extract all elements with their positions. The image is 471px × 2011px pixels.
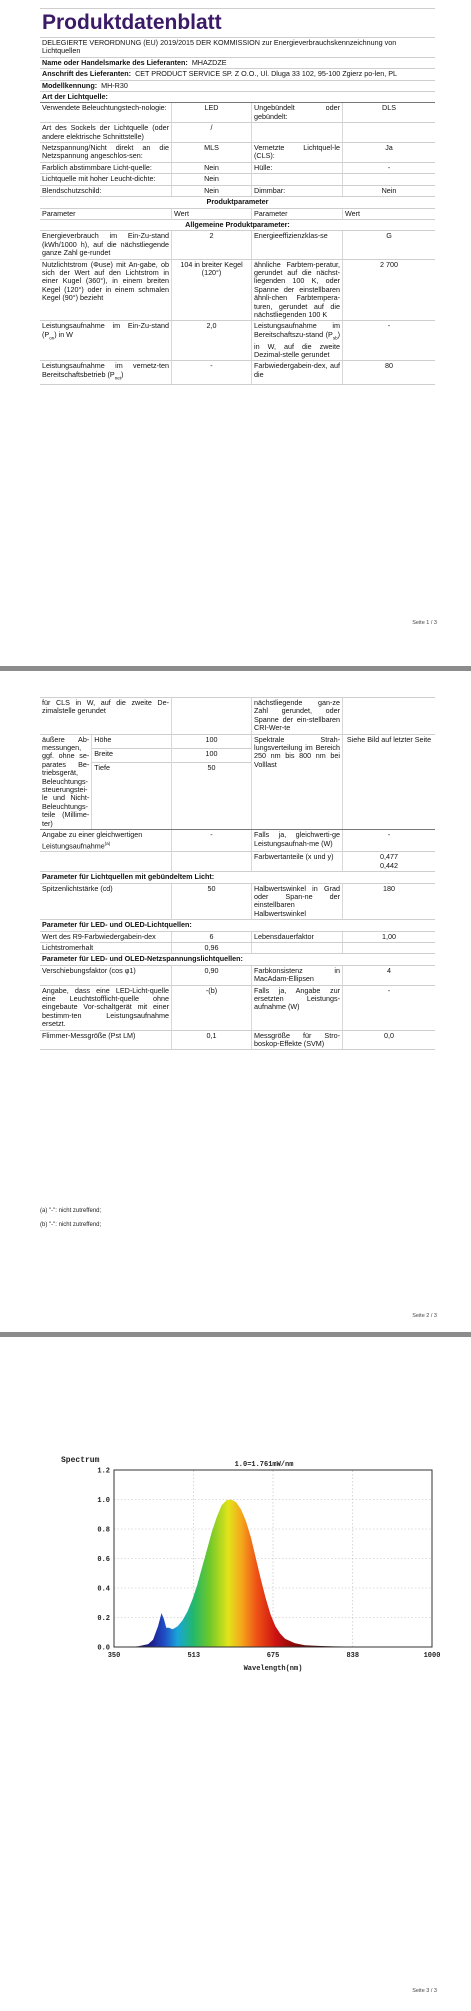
trademark-value: MHAZDZE <box>191 57 227 67</box>
product-params-heading-row <box>40 197 435 208</box>
equiv-row <box>40 830 435 852</box>
trademark-label: Name oder Handelsmarke des Lieferanten: <box>42 57 188 67</box>
address-row <box>40 69 435 80</box>
directional-heading: Parameter für Lichtquellen mit gebündeltem Licht: <box>42 872 215 882</box>
y-tick-label: 0.2 <box>97 1615 110 1623</box>
led-row-row <box>40 932 435 943</box>
chroma-row <box>40 852 435 872</box>
dimensions-row <box>40 735 435 830</box>
mains-heading-row <box>40 954 435 965</box>
dimension-value: 50 <box>207 762 216 772</box>
general-params-heading: Allgemeine Produktparameter: <box>185 219 290 229</box>
light-row-label: Lichtquelle mit hoher Leucht-dichte: <box>40 174 172 184</box>
chroma-y: 0,442 <box>380 860 398 870</box>
light-row-row <box>40 163 435 174</box>
general-row-label: Energieverbrauch im Ein-Zu-stand (kWh/1000 h), auf die nächstliegende ganze Zahl ge-rundet <box>40 231 172 258</box>
general-row-value: 2 <box>172 231 252 258</box>
mains-row-label-2: Farbkonsistenz in MacAdam-Ellipsen <box>252 966 343 985</box>
x-axis-label: Wavelength(nm) <box>243 1665 303 1673</box>
y-tick-label: 1.2 <box>97 1467 110 1476</box>
light-row-value-2: Nein <box>381 185 397 195</box>
regulation-text: DELEGIERTE VERORDNUNG (EU) 2019/2015 DER KOMMISSION zur Energieverbrauchskennzeichnung von Lichtquellen <box>42 38 397 56</box>
light-row-label: Blendschutzschild: <box>40 186 172 196</box>
dimension-keys <box>91 735 171 829</box>
model-value: MH-R30 <box>101 80 128 90</box>
model-label: Modellkennung: <box>42 80 98 90</box>
light-row-label: Netzspannung/Nicht direkt an die Netzspannung angeschlos-sen: <box>40 143 172 162</box>
power-on-row <box>40 321 435 361</box>
dimensions-cell <box>40 735 172 829</box>
x-tick-label: 513 <box>187 1652 201 1660</box>
cri-value: 80 <box>385 361 393 371</box>
header-param-2: Parameter <box>252 209 343 219</box>
continued-empty-2 <box>343 698 435 734</box>
y-tick-label: 0.8 <box>97 1526 110 1535</box>
chroma-x: 0,477 <box>380 852 398 862</box>
dimension-key: Breite <box>92 749 171 763</box>
light-row-value: Nein <box>172 163 252 173</box>
dimension-values <box>172 735 252 829</box>
x-tick-label: 838 <box>346 1652 360 1660</box>
general-params-heading-row <box>40 220 435 231</box>
power-net-value: - <box>172 361 252 383</box>
mains-row-value: 0,90 <box>172 966 252 985</box>
light-row-value: LED <box>172 103 252 122</box>
dimension-key: Tiefe <box>94 762 110 772</box>
light-row-value-2 <box>343 174 435 184</box>
datasheet-table-2 <box>40 697 435 1050</box>
directional-row <box>40 884 435 921</box>
light-row-row <box>40 174 435 185</box>
light-row-label-2: Vernetzte Lichtquel-le (CLS): <box>252 143 343 162</box>
header-param-1: Parameter <box>40 209 172 219</box>
light-row-value-2: DLS <box>382 103 396 113</box>
mains-row-value-2: 0,0 <box>384 1030 394 1040</box>
led-row-label-2: Lebensdauerfaktor <box>252 932 343 942</box>
x-tick-label: 1000 <box>423 1652 441 1660</box>
spectrum-chart <box>58 1452 441 1674</box>
light-type-heading: Art der Lichtquelle: <box>42 92 108 102</box>
dimensions-label: äußere Ab-messungen, ggf. ohne se-parates Be-triebsgerät, Beleuchtungs-steuerungstei-le und Nicht-Beleuchtungs-teile (Millime-ter) <box>42 734 90 828</box>
light-row-value-2 <box>343 123 435 142</box>
x-axis-ticks <box>108 1652 441 1660</box>
led-row-row <box>40 943 435 954</box>
continued-empty-1 <box>172 698 252 734</box>
mains-row-value: 0,1 <box>172 1031 252 1050</box>
page-number-2: Seite 2 / 3 <box>412 1313 437 1319</box>
page-1 <box>0 0 471 668</box>
cri-label: Farbwiedergabein-dex, auf die <box>252 361 343 383</box>
led-row-value-2 <box>343 943 435 953</box>
general-row-value-2: G <box>386 231 392 241</box>
light-row-label: Verwendete Beleuchtungstech-nologie: <box>40 103 172 122</box>
general-row-label-2: Energieeffizienzklas-se <box>252 231 343 258</box>
regulation-row <box>40 38 435 58</box>
power-on-value: 2,0 <box>172 321 252 360</box>
model-row <box>40 81 435 92</box>
general-row-value: 104 in breiter Kegel (120°) <box>172 260 252 321</box>
mains-row-label: Flimmer-Messgröße (Pst LM) <box>40 1031 172 1050</box>
dimension-value: 100 <box>172 749 251 763</box>
y-tick-label: 0.4 <box>97 1585 110 1594</box>
general-row-row <box>40 260 435 322</box>
general-row-label-2: ähnliche Farbtem-peratur, gerundet auf die nächst-liegenden 100 K, oder Spanne der einstellbaren ähnli-chen Farbtempera-turen, gerundet auf die nächstliegenden 100 K <box>252 260 343 321</box>
mains-row-row <box>40 1031 435 1051</box>
light-row-value: MLS <box>172 143 252 162</box>
light-row-row <box>40 123 435 143</box>
general-row-row <box>40 231 435 259</box>
continued-left: für CLS in W, auf die zweite De-zimalstelle gerundet <box>40 698 172 734</box>
led-row-label-2 <box>252 943 343 953</box>
light-row-value: Nein <box>172 174 252 184</box>
mains-row-value: -(b) <box>172 986 252 1030</box>
equiv-value: - <box>172 830 252 851</box>
beam-angle-value: 180 <box>383 883 395 893</box>
light-row-row <box>40 103 435 123</box>
light-row-value: Nein <box>172 186 252 196</box>
mains-row-label: Angabe, dass eine LED-Licht-quelle eine Leuchtstofflicht-quelle ohne eingebaute Vor-schaltgerät mit einer bestimm-ten Leistungsaufnahme ersetzt. <box>40 986 172 1030</box>
equiv-label: Angabe zu einer gleichwertigen Leistungsaufnahme$^{(a)}$ <box>40 830 172 851</box>
mains-row-value-2: - <box>387 985 391 995</box>
column-header-row <box>40 209 435 220</box>
page-2 <box>0 671 471 1336</box>
power-standby-label: Leistungsaufnahme im Bereitschaftszu-stand $(P_{sb})$ in W, auf die zweite Dezimal-stelle gerundet <box>252 321 343 360</box>
mains-row-label-2: Falls ja, Angabe zur ersetzten Leistungs-aufnahme (W) <box>252 986 343 1030</box>
led-heading: Parameter für LED- und OLED-Lichtquellen: <box>42 920 192 930</box>
address-value: CET PRODUCT SERVICE SP. Z O.O., Ul. Dluga 33 102, 95-100 Zgierz po-len, PL <box>135 69 397 79</box>
dimension-key: Höhe <box>92 735 171 749</box>
power-standby-value: - <box>387 321 391 331</box>
mains-row-label-2: Messgröße für Stro-boskop-Effekte (SVM) <box>252 1031 343 1050</box>
power-on-label: Leistungsaufnahme im Ein-Zu-stand $(P_{on})$ in W <box>40 321 172 360</box>
peak-intensity-label: Spitzenlichtstärke (cd) <box>40 884 172 920</box>
light-row-value-2: - <box>387 162 391 172</box>
trademark-row <box>40 58 435 69</box>
light-row-label-2: Ungebündelt oder gebündelt: <box>252 103 343 122</box>
directional-heading-row <box>40 872 435 883</box>
chroma-values <box>343 852 435 871</box>
beam-angle-label: Halbwertswinkel in Grad oder Span-ne der einstellbaren Halbwertswinkel <box>252 884 343 920</box>
header-value-1: Wert <box>172 209 252 219</box>
led-row-label: Wert des R9-Farbwiedergabein-dex <box>40 932 172 942</box>
peak-intensity-value: 50 <box>172 884 252 920</box>
title-row <box>40 9 435 38</box>
light-row-row <box>40 186 435 197</box>
equiv-power-label: Falls ja, gleichwerti-ge Leistungsaufnah-me (W) <box>252 830 343 851</box>
y-axis-ticks <box>97 1468 110 1653</box>
light-row-value-2: Ja <box>385 143 393 153</box>
equiv-power-value: - <box>387 830 391 840</box>
led-row-label: Lichtstromerhalt <box>40 943 172 953</box>
footnote-b: (b) "-": nicht zutreffend; <box>40 1222 102 1228</box>
light-row-label-2: Hülle: <box>252 163 343 173</box>
x-tick-label: 675 <box>266 1652 280 1660</box>
light-row-row <box>40 143 435 163</box>
mains-row-row <box>40 986 435 1031</box>
general-row-value-2: 2 700 <box>380 259 398 269</box>
spectrum-annotation: 1.0=1.761mW/nm <box>234 1461 294 1469</box>
header-value-2: Wert <box>345 208 361 218</box>
y-tick-label: 0.0 <box>97 1644 110 1653</box>
light-row-label-2: Dimmbar: <box>252 186 343 196</box>
spectral-label: Spektrale Strah-lungsverteilung im Bereich 250 nm bis 800 nm bei Volllast <box>252 735 343 829</box>
page-title: Produktdatenblatt <box>42 11 222 34</box>
chroma-empty-1 <box>40 852 172 871</box>
datasheet-table-1 <box>40 8 435 385</box>
light-row-label-2 <box>252 123 343 142</box>
footnote-a: (a) "-": nicht zutreffend; <box>40 1208 102 1214</box>
y-tick-label: 1.0 <box>97 1497 110 1505</box>
dimension-value: 100 <box>172 735 251 749</box>
general-row-label: Nutzlichtstrom (Φuse) mit An-gabe, ob sich der Wert auf den Lichtstrom in einer Kugel (360°), in einem breiten Kegel (120°) oder in einem schmalen Kegel (90°) bezieht <box>40 260 172 321</box>
power-net-label: Leistungsaufnahme im vernetz-ten Bereitschaftsbetrieb $(P_{net})$ <box>40 361 172 383</box>
product-params-heading: Produktparameter <box>206 197 269 207</box>
led-row-value-2: 1,00 <box>382 931 396 941</box>
mains-row-label: Verschiebungsfaktor (cos φ1) <box>40 966 172 985</box>
light-row-label: Farblich abstimmbare Licht-quelle: <box>40 163 172 173</box>
led-row-value: 6 <box>172 932 252 942</box>
mains-row-row <box>40 966 435 986</box>
light-row-label: Art des Sockels der Lichtquelle (oder andere elektrische Schnittstelle) <box>40 123 172 142</box>
address-label: Anschrift des Lieferanten: <box>42 69 132 79</box>
mains-heading: Parameter für LED- und OLED-Netzspannungslichtquellen: <box>42 954 243 964</box>
light-type-heading-row <box>40 92 435 103</box>
x-tick-label: 350 <box>107 1652 121 1660</box>
continued-right: nächstliegende gan-ze Zahl gerundet, oder Spanne der ein-stellbaren CRI-Wer-te <box>252 698 343 734</box>
page-number-1: Seite 1 / 3 <box>412 620 437 626</box>
led-heading-row <box>40 920 435 931</box>
spectrum-title: Spectrum <box>61 1456 100 1465</box>
chroma-label: Farbwertanteile (x und y) <box>252 852 343 871</box>
mains-row-value-2: 4 <box>387 965 391 975</box>
chroma-empty-2 <box>172 852 252 871</box>
spectral-value: Siehe Bild auf letzter Seite <box>346 734 432 744</box>
page-3 <box>0 1337 471 2011</box>
continued-row <box>40 698 435 735</box>
y-tick-label: 0.6 <box>97 1556 110 1564</box>
led-row-value: 0,96 <box>172 943 252 953</box>
power-net-row <box>40 361 435 384</box>
light-row-label-2 <box>252 174 343 184</box>
light-row-value: / <box>172 123 252 142</box>
page-number-3: Seite 3 / 3 <box>412 1988 437 1994</box>
